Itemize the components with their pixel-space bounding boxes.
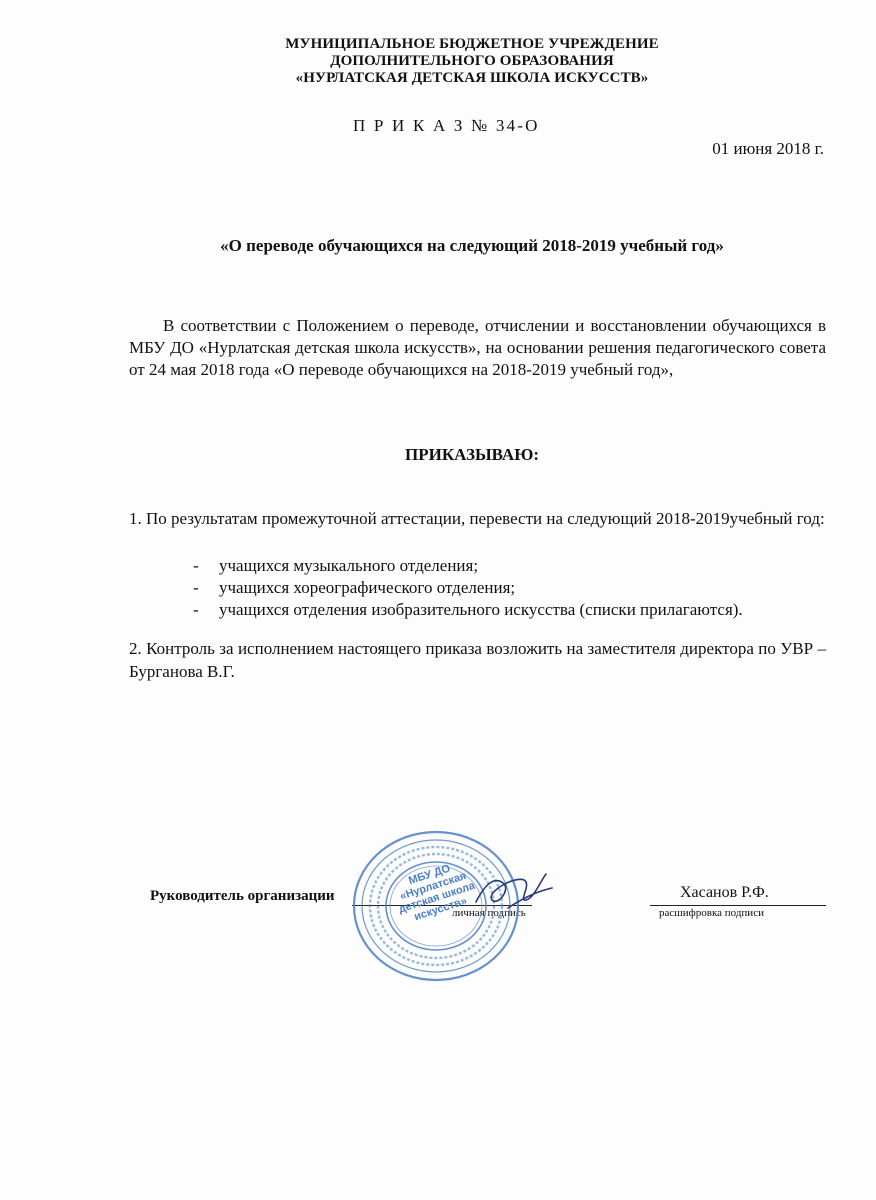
order-date: 01 июня 2018 г. [712,139,824,158]
header-line-1: МУНИЦИПАЛЬНОЕ БЮДЖЕТНОЕ УЧРЕЖДЕНИЕ [285,36,659,52]
institution-header [0,36,876,87]
list-item: - учащихся музыкального отделения; [193,556,479,575]
preamble-paragraph: В соответствии с Положением о переводе, отчислении и восстановлении обучающихся в МБУ ДО «Нурлатская детская школа искусств», на основании решения педагогического совета от 24 мая 2018 года «О переводе обучающихся на 2018-2019 учебный год», [129,316,826,379]
list-item: - учащихся хореографического отделения; [193,578,516,597]
name-caption: расшифровка подписи [659,907,764,919]
order-subject: «О переводе обучающихся на следующий 2018-2019 учебный год» [220,236,724,255]
header-line-2: ДОПОЛНИТЕЛЬНОГО ОБРАЗОВАНИЯ [330,53,614,69]
list-item-text: учащихся отделения изобразительного искусства (списки прилагаются). [219,600,743,619]
order-number: П Р И К А З № 34-О [353,116,540,135]
list-item-text: учащихся музыкального отделения; [219,556,479,575]
signature-caption: личная подпись [452,907,526,919]
list-item: - учащихся отделения изобразительного искусства (списки прилагаются). [193,600,743,619]
order-item-2: 2. Контроль за исполнением настоящего приказа возложить на заместителя директора по УВР – Бурганова В.Г. [129,639,826,681]
signatory-name: Хасанов Р.Ф. [680,884,769,901]
list-item-text: учащихся хореографического отделения; [219,578,516,597]
header-line-3: «НУРЛАТСКАЯ ДЕТСКАЯ ШКОЛА ИСКУССТВ» [295,70,649,86]
signatory-role: Руководитель организации [150,888,335,904]
order-keyword: ПРИКАЗЫВАЮ: [404,445,540,464]
order-item-1-sublist [193,555,743,621]
handwritten-signature [468,862,558,922]
stamp-center-text: МБУ ДО «Нурлатская детская школа искусств» [397,862,477,924]
name-line [650,905,826,906]
order-item-1: 1. По результатам промежуточной аттестации, перевести на следующий 2018-2019учебный год: [129,509,825,528]
